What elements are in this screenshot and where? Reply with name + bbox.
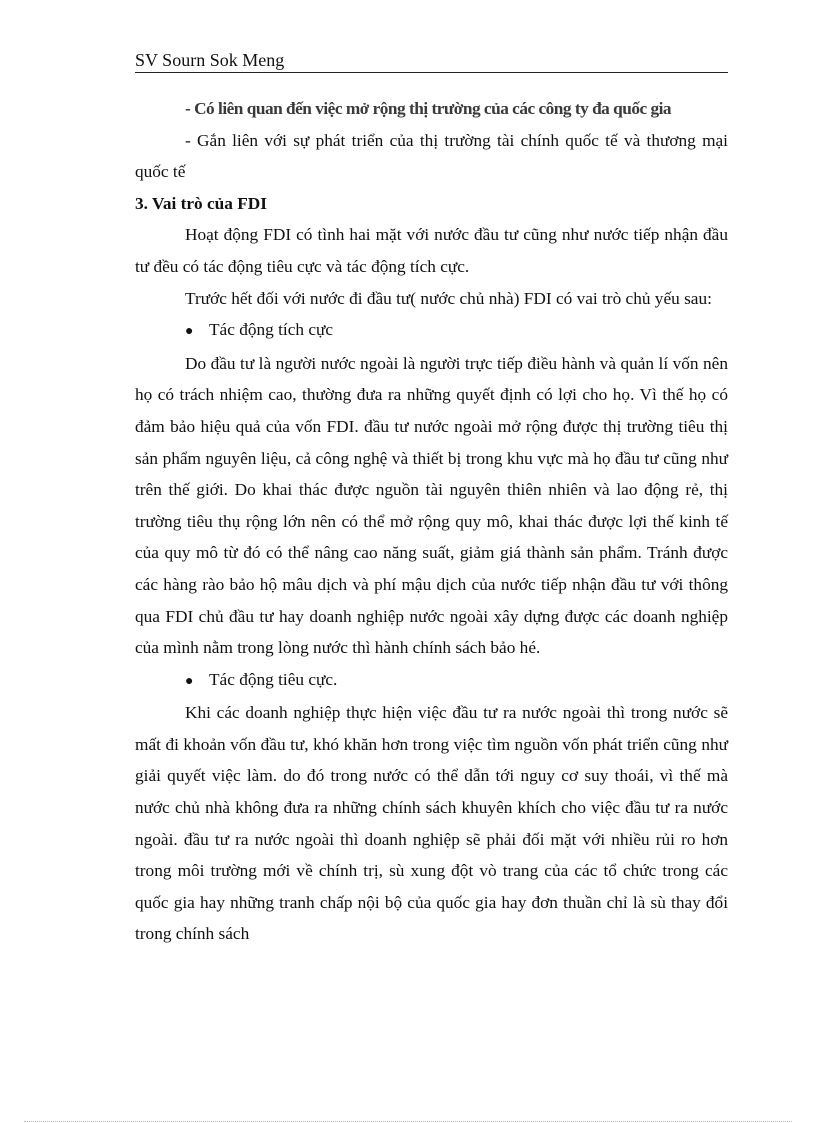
- page-bottom-divider: [24, 1121, 792, 1122]
- bullet-icon: ●: [185, 324, 194, 340]
- bullet-negative-impact: [185, 664, 728, 698]
- paragraph-investing-country: Trước hết đối với nước đi đầu tư( nước chủ nhà) FDI có vai trò chủ yếu sau:: [185, 288, 712, 308]
- header-author: SV Sourn Sok Meng: [135, 50, 285, 70]
- paragraph-financial-market: - Gắn liên với sự phát triển của thị trường tài chính quốc tế và thương mại quốc tế: [135, 130, 728, 182]
- paragraph-negative-impact: Khi các doanh nghiệp thực hiện việc đầu tư ra nước ngoài thì trong nước sẽ mất đi khoản vốn đầu tư, khó khăn hơn trong việc tìm nguồn vốn phát triển cũng như giải quyết việc làm. do đó trong nước có thể dẫn tới nguy cơ suy thoái, vì thế mà nước chủ nhà không đưa ra những chính sách khuyên khích cho việc đầu tư ra nước ngoài. đầu tư ra nước ngoài thì doanh nghiệp sẽ phải đối mặt với nhiều rủi ro hơn trong môi trường mới về chính trị, sù xung đột vò trang của các tổ chức trong các quốc gia hay những tranh chấp nội bộ của quốc gia hay đơn thuần chỉ là sù thay đổi trong chính sách: [135, 703, 728, 944]
- document-body: [135, 93, 728, 950]
- paragraph-fdi-dual-nature: Hoạt động FDI có tình hai mặt với nước đầu tư cũng như nước tiếp nhận đầu tư đều có tác động tiêu cực và tác động tích cực.: [135, 225, 728, 276]
- bullet-label: Tác động tiêu cực.: [209, 669, 338, 689]
- bullet-positive-impact: [185, 314, 728, 348]
- paragraph-positive-impact: Do đầu tư là người nước ngoài là người trực tiếp điều hành và quản lí vốn nên họ có trách nhiệm cao, thường đưa ra những quyết định có lợi cho họ. Vì thế họ có đảm bảo hiệu quả của vốn FDI. đầu tư nước ngoài mở rộng được thị trường tiêu thị sản phẩm nguyên liệu, cả công nghệ và thiết bị trong khu vực mà họ đầu tư cũng như trên thế giới. Do khai thác được nguồn tài nguyên thiên nhiên và lao động rẻ, thị trường tiêu thụ rộng lớn nên có thể mở rộng quy mô, khai thác được lợi thế kinh tế của quy mô từ đó có thể nâng cao năng suất, giảm giá thành sản phẩm. Tránh được các hàng rào bảo hộ mâu dịch và phí mậu dịch của nước tiếp nhận đầu tư với thông qua FDI chủ đầu tư hay doanh nghiệp nước ngoài xây dựng được các doanh nghiệp của mình nằm trong lòng nước thì hành chính sách bảo hé.: [135, 353, 728, 658]
- paragraph-market-expansion: - Có liên quan đến việc mở rộng thị trường của các công ty đa quốc gia: [185, 99, 672, 118]
- bullet-icon: ●: [185, 673, 194, 689]
- bullet-label: Tác động tích cực: [209, 320, 334, 340]
- page-header: [135, 48, 728, 73]
- section-heading: 3. Vai trò của FDI: [135, 193, 268, 213]
